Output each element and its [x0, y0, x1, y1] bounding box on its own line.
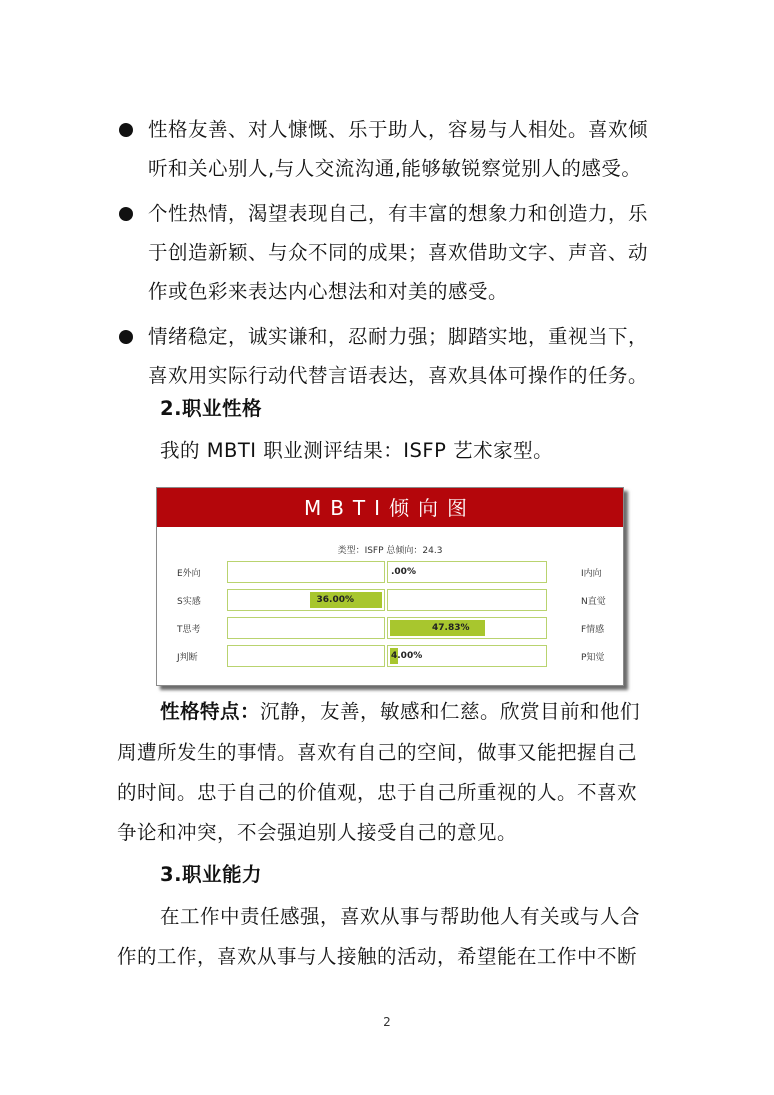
mbti-left-bar [227, 589, 385, 611]
mbti-row [157, 589, 623, 611]
bullet-item [115, 110, 675, 188]
mbti-chart-subtitle: 类型：ISFP 总倾向：24.3 [337, 546, 443, 556]
mbti-row [157, 617, 623, 639]
bullet-line: 个性热情，渴望表现自己，有丰富的想象力和创造力，乐 [148, 202, 649, 225]
mbti-left-value: 36.00% [316, 595, 354, 605]
section3-line: 在工作中责任感强，喜欢从事与帮助他人有关或与人合 [160, 905, 641, 928]
section2-heading: 2.职业性格 [160, 397, 262, 420]
traits-line: 争论和冲突，不会强迫别人接受自己的意见。 [117, 821, 518, 844]
traits-text: 沉静，友善，敏感和仁慈。欣赏目前和他们 [260, 700, 641, 723]
mbti-left-bar [227, 617, 385, 639]
mbti-chart-title: MBTI倾向图 [157, 488, 623, 527]
mbti-row [157, 561, 623, 583]
mbti-left-bar [227, 561, 385, 583]
mbti-right-value: .00% [391, 567, 416, 577]
bullet-line: 性格友善、对人慷慨、乐于助人，容易与人相处。喜欢倾 [148, 118, 649, 141]
mbti-left-bar [227, 645, 385, 667]
traits-line: 的时间。忠于自己的价值观，忠于自己所重视的人。不喜欢 [117, 781, 638, 804]
traits-label: 性格特点： [160, 700, 261, 723]
bullet-item [115, 317, 675, 395]
mbti-right-label: F情感 [581, 625, 605, 635]
mbti-right-label: P知觉 [581, 653, 605, 663]
mbti-result-line: 我的 MBTI 职业测评结果：ISFP 艺术家型。 [160, 439, 554, 462]
mbti-left-label: E外向 [177, 569, 201, 579]
mbti-left-label: J判断 [177, 653, 198, 663]
mbti-right-bar [387, 561, 547, 583]
bullet-line: 喜欢用实际行动代替言语表达，喜欢具体可操作的任务。 [148, 364, 649, 387]
mbti-right-value: 47.83% [432, 623, 470, 633]
traits-first-line [160, 692, 640, 731]
bullet-line: 听和关心别人,与人交流沟通,能够敏锐察觉别人的感受。 [148, 157, 642, 180]
bullet-dot-icon [119, 123, 133, 137]
mbti-left-label: S实感 [177, 597, 201, 607]
bullet-line: 情绪稳定，诚实谦和，忍耐力强；脚踏实地，重视当下， [148, 325, 649, 348]
mbti-right-label: I内向 [581, 569, 602, 579]
section3-heading: 3.职业能力 [160, 863, 262, 886]
mbti-right-bar [387, 617, 547, 639]
bullet-line: 于创造新颖、与众不同的成果；喜欢借助文字、声音、动 [148, 241, 649, 264]
bullet-dot-icon [119, 207, 133, 221]
mbti-right-bar [387, 589, 547, 611]
bullet-item [115, 194, 675, 311]
mbti-left-label: T思考 [177, 625, 201, 635]
mbti-chart [156, 487, 624, 686]
mbti-row [157, 645, 623, 667]
mbti-right-bar [387, 645, 547, 667]
bullet-dot-icon [119, 330, 133, 344]
traits-line: 周遭所发生的事情。喜欢有自己的空间，做事又能把握自己 [117, 741, 638, 764]
page-number: 2 [383, 1015, 391, 1029]
mbti-right-label: N直觉 [581, 597, 606, 607]
mbti-right-value: 4.00% [391, 651, 423, 661]
section3-line: 作的工作，喜欢从事与人接触的活动，希望能在工作中不断 [117, 945, 638, 968]
trait-bullet-list [115, 110, 675, 401]
bullet-line: 作或色彩来表达内心想法和对美的感受。 [148, 280, 509, 303]
